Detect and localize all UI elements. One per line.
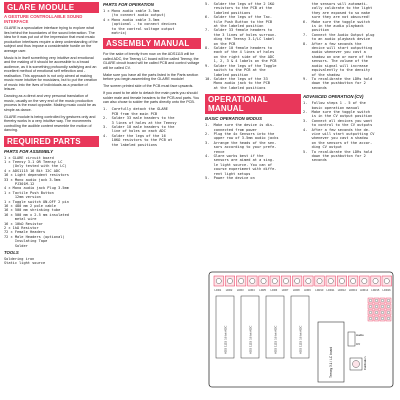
list-item: 1 × Toggle switch ON-OFF 2 pin	[4, 199, 69, 204]
adc-label: ADS 1115 16 bit ADC	[223, 325, 228, 354]
title-required-parts: REQUIRED PARTS	[4, 136, 99, 147]
list-item: each of the 4 lines of holes	[205, 50, 275, 55]
ldr-label: LDR16	[382, 289, 391, 292]
title-glare-module: GLARE MODULE	[4, 2, 99, 13]
list-item: matrix)	[103, 31, 127, 36]
ldr-label: LDR2	[225, 289, 233, 292]
list-item: 2. Make sure the toggle switch	[303, 109, 371, 114]
parts-for-assembly-heading: PARTS FOR ASSEMBLY	[4, 148, 54, 154]
adc-module	[266, 296, 284, 358]
list-item: upper row of 3.5mm audio jacks	[205, 136, 279, 141]
list-item: 6. Make sure the toggle switch	[303, 19, 371, 24]
list-item: of the shadow	[303, 72, 340, 77]
ldr-label: LDR7	[281, 289, 289, 292]
list-item: ding the Teensy 3.1/LC label	[205, 37, 275, 42]
list-item: shadow on one or more of the	[303, 54, 373, 59]
list-item: 2. Solder 33 male headers to the	[103, 116, 175, 121]
cv-jack[interactable]	[380, 310, 385, 315]
ldr-label: LDR10	[315, 289, 324, 292]
list-item: audio whenever you cast a	[303, 50, 366, 55]
ldr-label: LDR13	[348, 289, 357, 292]
ldr-label: LDR14	[360, 289, 369, 292]
cv-jack[interactable]	[374, 310, 379, 315]
list-item: 1. Follow steps 1 - 5 of the	[303, 101, 366, 106]
list-item: audio signal will increase	[303, 63, 368, 68]
list-item: to an audio playback device	[303, 37, 371, 42]
cv-jack[interactable]	[380, 316, 385, 321]
list-item: on the sensors of the accor-	[303, 140, 373, 145]
list-item: 16 × 500 mm x 2.5 mm insulated	[4, 212, 69, 217]
list-item: to the control voltage output	[103, 26, 175, 31]
cv-jack[interactable]	[368, 304, 373, 309]
pcb-diagram	[206, 270, 396, 390]
list-item: 1. Make sure the device is dis-	[205, 123, 275, 128]
list-item: PJ301M-12	[4, 181, 35, 186]
ldr-label: LDR6	[270, 289, 278, 292]
list-item: 1. Carefully detach the GLARE	[103, 107, 168, 112]
list-item: is in the CV output position	[303, 114, 373, 119]
list-item: switch to the PCB at the	[205, 68, 266, 73]
list-item: (Only tested with the LC)	[4, 164, 67, 169]
list-item: equivalently to the density	[303, 68, 371, 73]
column-assembly	[103, 2, 201, 149]
cv-jack[interactable]	[380, 304, 385, 309]
intro-paragraph-2: Music is in itself something very intuitive and emotional and the making of it should be accessible to a broad audience, as it is something profoundly satisfying and an excellent method of emotional self reflection and -realisation. This approach is not only aimed at making music more intuitive for musicians, but to put the creation of music into the lives of individuals as a practice of leisure.	[4, 55, 98, 91]
list-item: 16 × 480 mm 2 pole cable	[4, 203, 56, 208]
parts-for-operation-heading: PARTS FOR OPERATION	[103, 2, 154, 7]
list-item: Insulating Tape	[4, 239, 48, 244]
list-item: device will start outputting	[303, 46, 373, 51]
teensy-label: Teensy 3.1 / LC board	[329, 346, 333, 378]
list-item: whenever you cast a shadow	[303, 136, 368, 141]
list-item: 1, 2, 3 & 4 labels on the PCB	[205, 59, 277, 64]
adc-label: ADS 1115 16 bit ADC	[273, 325, 278, 354]
list-item: labeled positions	[205, 10, 251, 15]
list-item: the sensors will automati-	[303, 2, 368, 6]
list-item: 16 × 10kΩ Resistor	[4, 221, 43, 226]
adc-module	[291, 296, 309, 358]
list-item: 8. Solder 10 female headers to	[205, 46, 273, 51]
advanced-operation-heading: ADVANCED OPERATION (CV)	[303, 94, 364, 100]
list-item: is in the audio playback	[303, 24, 364, 29]
ldr-label: LDR12	[337, 289, 346, 292]
adc-label: ADS 1115 16 bit ADC	[298, 325, 303, 354]
teensy-board	[318, 322, 344, 382]
list-item: 16 × Light dependent resistors	[4, 173, 69, 178]
cv-jack[interactable]	[386, 316, 391, 321]
operation-parts-list	[103, 9, 201, 35]
operation-steps	[205, 123, 301, 180]
column-steps-operation	[205, 2, 301, 182]
assembly-paragraph-4: If you want to be able to detach the main parts you should solder male and female headers to the PCB and parts. You can also chose to solder the parts directly onto the PCB.	[103, 91, 200, 105]
list-item: 16 × 500 mm shrinking tube	[4, 208, 61, 213]
audio-label: Audio	[356, 333, 364, 337]
list-item: 3. Arrange the heads of the sen-	[205, 140, 277, 145]
intro-paragraph-4: GLARE module is being controlled by gestures only and thereby works in a very intuitive way. The movements controlling the audible content resemble the motion of dancing.	[4, 114, 96, 132]
list-item: they are exposed to so make	[303, 10, 371, 15]
list-item: tile Push Button to the PCB	[205, 19, 273, 24]
cv-label: CV	[356, 342, 361, 346]
list-item: 4 × Mono audio cable 3.5mm	[103, 17, 160, 22]
list-item: cally calibrate to the light	[303, 6, 373, 11]
list-item: sensors. The volume of the	[303, 59, 368, 64]
tools-list	[4, 257, 99, 266]
list-item: at the labeled positions	[205, 85, 266, 90]
list-item: the 3 lines of holes surroun-	[205, 32, 277, 37]
adc-module	[241, 296, 259, 358]
list-item: 4 × ADS1115 16 Bit I2C ADC	[4, 168, 61, 173]
list-item: position	[303, 28, 329, 33]
list-item: 9. To recalibrate the LDRs hold	[303, 76, 373, 81]
list-item: 12mm version	[4, 195, 41, 200]
list-item: line of holes on each ADC	[103, 129, 166, 134]
list-item: 1 × Tactile Push Button	[4, 190, 54, 195]
cv-jack[interactable]	[374, 316, 379, 321]
list-item: 4. Glare works best if the	[205, 153, 264, 158]
list-item: Solder	[4, 243, 28, 248]
ldr-label: LDR4	[248, 289, 255, 292]
list-item: Static light source	[4, 261, 46, 266]
cv-jack[interactable]	[386, 304, 391, 309]
ldr-jack[interactable]	[348, 276, 358, 292]
operation-steps-continued	[303, 2, 398, 90]
calibration-button[interactable]	[350, 356, 367, 370]
cv-jack[interactable]	[386, 310, 391, 315]
list-item: 5. To recalibrate the LDRs hold	[303, 149, 373, 154]
ldr-jack[interactable]	[360, 276, 370, 292]
column-operation-continued	[303, 2, 398, 165]
list-item: 6. Solder the legs of the Tac-	[205, 15, 273, 20]
list-item: metal wire	[4, 217, 37, 222]
list-item: 1 × Teensy 3.1 OR Teensy LC	[4, 159, 63, 164]
ldr-jack[interactable]	[326, 276, 336, 292]
list-item: 5. Power the device on	[205, 176, 255, 180]
ldr-label: LDR3	[236, 289, 244, 292]
list-item: 2. Plug the 4x Sensors into the	[205, 131, 275, 136]
calibration-label: Calibration	[363, 356, 367, 370]
ldr-label: LDR15	[371, 289, 380, 292]
tools-heading: TOOLS	[4, 250, 19, 256]
list-item: rent light setups	[205, 171, 251, 176]
list-item: Mono audio jack to the PCB	[205, 81, 270, 86]
assembly-paragraph-2: Make sure you have all the parts listed in the Parts section before you begin assembling the GLARE module!	[103, 72, 199, 82]
list-item: rence	[205, 149, 225, 154]
cv-jack[interactable]	[386, 298, 391, 303]
list-item: sors according to your prefe-	[205, 145, 277, 150]
list-item: 10KΩ resistors to the PCB at	[103, 138, 173, 143]
intro-paragraph-1: GLARE is a speculative interface trying to explore what lies behind the boundaries of the sound interaction. The idea for it was put out of the impression that most music production interfaces require a deep understanding of the subject and thus impose a considerable hurdle on the average user.	[4, 26, 98, 53]
list-item: 33 × Mono audio jack 3.5mm	[4, 177, 61, 182]
ldr-jack[interactable]	[337, 276, 347, 292]
list-item: 4 × Mono audio jack Plug 3.5mm	[4, 186, 69, 191]
parts-list	[4, 156, 99, 249]
list-item: seconds	[303, 158, 327, 163]
title-operational-manual: OPERATIONAL MANUAL	[205, 94, 301, 114]
assembly-paragraph-1: For the sake of brevity from now on the ADS1115 will be called ADC, the Teensy LC board will be called Teensy, the GLARE circuit board will be called PCB and control voltage will be called CV.	[103, 52, 200, 70]
cv-jack[interactable]	[380, 298, 385, 303]
list-item: 5. Solder the legs of the 2 1KΩ	[205, 2, 275, 6]
adc-module	[216, 296, 234, 358]
cv-jack[interactable]	[368, 310, 373, 315]
ldr-label: LDR1	[214, 289, 222, 292]
cv-jack[interactable]	[374, 298, 379, 303]
list-item: labeled position	[205, 72, 249, 77]
list-item: 3. Solder 10 male headers to the	[103, 125, 175, 130]
list-item: 3. Connect all devices you want	[303, 118, 373, 123]
list-item: to control to the CV outputs	[303, 123, 373, 128]
cv-jack[interactable]	[368, 298, 373, 303]
list-item: the labeled positions	[103, 142, 158, 147]
list-item: le light source. You can of	[205, 162, 273, 167]
ldr-jack[interactable]	[382, 276, 392, 292]
list-item: on the right side of the ADC	[205, 54, 275, 59]
ldr-jack[interactable]	[371, 276, 381, 292]
list-item: 1 × Mono audio cable 3.5mm	[103, 9, 160, 13]
list-item: 10. Solder the legs of the 33	[205, 76, 268, 81]
list-item: (to connect audio output)	[103, 13, 166, 18]
list-item: ding CV output	[303, 145, 342, 150]
list-item: 4. Solder the legs of the 16	[103, 133, 166, 138]
assembly-steps-continued	[205, 2, 301, 90]
cv-jack[interactable]	[368, 316, 373, 321]
list-item: course experiment with diffe-	[205, 167, 277, 172]
assembly-paragraph-3: The screen printed side of the PCB must face upwards.	[103, 84, 194, 89]
list-item: (optional - to connect devices	[103, 22, 177, 27]
list-item: PCB from the main PCB	[103, 111, 158, 116]
list-item: 8. After a few seconds the	[303, 41, 362, 46]
subtitle: A GESTURE CONTROLLABLE SOUND INTERFACE	[4, 14, 83, 24]
cv-jack[interactable]	[374, 304, 379, 309]
list-item: resistors to the PCB at the	[205, 6, 273, 11]
list-item: down the pushbutton for 2	[303, 154, 366, 158]
list-item: 3 lines of holes at the Teensy	[103, 120, 177, 125]
list-item: down the pushbutton for 2	[303, 81, 366, 86]
ldr-label: LDR9	[304, 289, 311, 292]
list-item: Soldering iron	[4, 257, 35, 262]
list-item: basic operation manual	[303, 105, 360, 110]
title-assembly-manual: ASSEMBLY MANUAL	[103, 38, 201, 49]
list-item: seconds	[303, 85, 327, 90]
list-item: 9. Solder the legs of the Toggle	[205, 63, 277, 68]
adc-label: ADS 1115 16 bit ADC	[248, 325, 253, 354]
ldr-jack[interactable]	[315, 276, 325, 292]
list-item: 7. Solder 33 female headers to	[205, 28, 273, 33]
list-item: 72 × Female Headers	[4, 230, 46, 235]
list-item: at the labeled position	[205, 24, 264, 29]
list-item: sensors are aimed at a sing-	[205, 158, 275, 163]
assembly-steps	[103, 107, 201, 147]
basic-operation-heading: BASIC OPERATION MODUS	[205, 116, 262, 122]
column-intro	[4, 2, 99, 268]
list-item: connected from power	[205, 127, 257, 132]
intro-paragraph-3: Dancing as a direct and very personal translation of music, usually on the very end of the music production process is the exact opposite. Making music could be as simple as dance.	[4, 94, 97, 112]
list-item: 4. After a few seconds the de-	[303, 127, 371, 132]
ldr-label: LDR11	[326, 289, 335, 292]
ldr-label: LDR8	[292, 289, 300, 292]
list-item: sure they are not obscured!	[303, 15, 371, 20]
list-item: 7. Connect the Audio Output plug	[303, 32, 375, 37]
list-item: on the PCB	[205, 41, 236, 46]
ldr-label: LDR5	[259, 289, 266, 292]
list-item: 72 × Male Headers (optional)	[4, 234, 65, 239]
list-item: 1 × GLARE circuit board	[4, 155, 54, 160]
advanced-steps	[303, 101, 398, 163]
list-item: vice will start outputting CV	[303, 131, 375, 136]
list-item: 2 × 1kΩ Resistor	[4, 226, 39, 230]
